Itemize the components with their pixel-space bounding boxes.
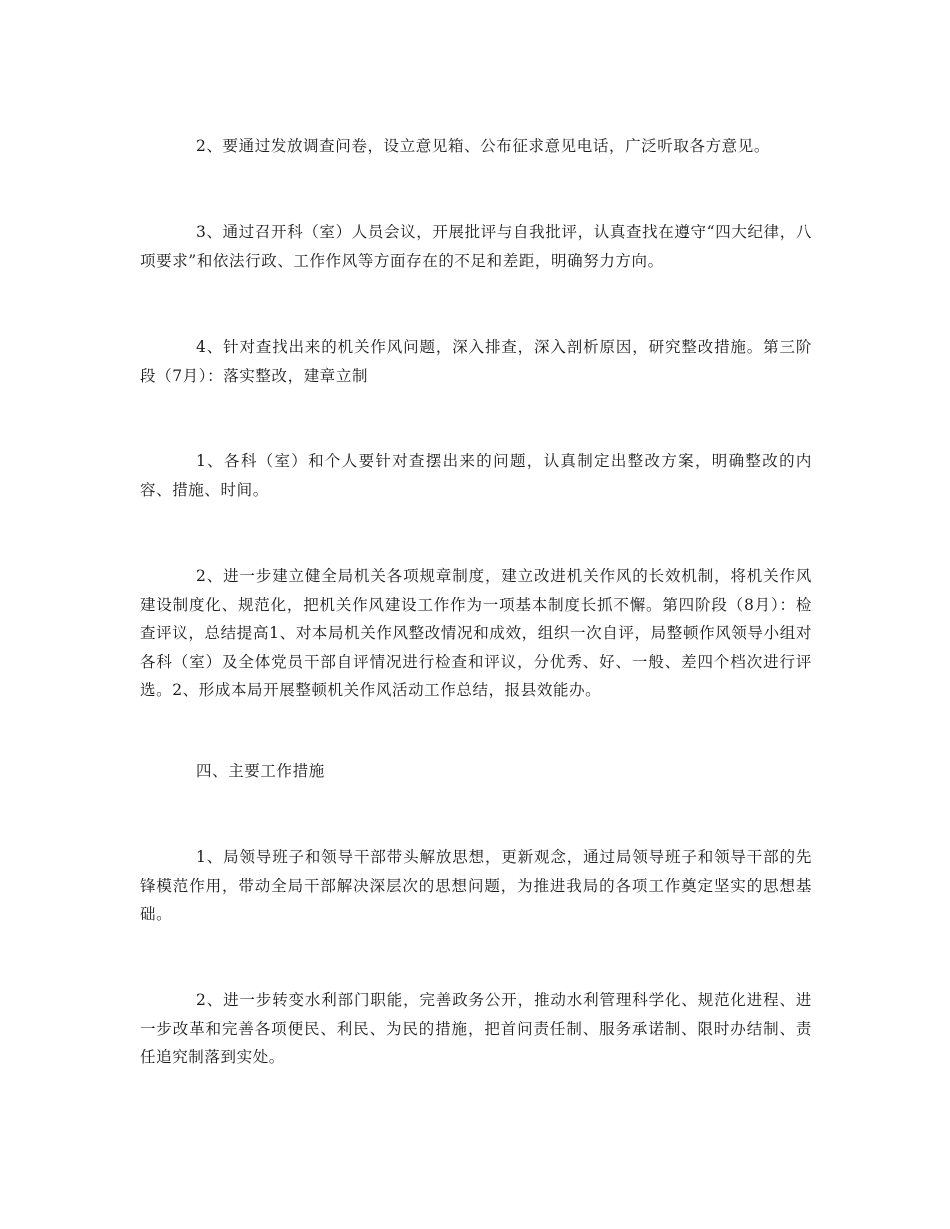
paragraph-investigate: 4、针对查找出来的机关作风问题，深入排查，深入剖析原因，研究整改措施。第三阶段（7月）：落实整改，建章立制 xyxy=(140,338,812,385)
section-heading-measures: 四、主要工作措施 xyxy=(196,762,325,780)
paragraph-leadership: 1、局领导班子和领导干部带头解放思想，更新观念，通过局领导班子和领导干部的先锋模范作用，带动全局干部解决深层次的思想问题，为推进我局的各项工作奠定坚实的思想基础。 xyxy=(140,848,812,923)
paragraph-rectify-plan: 1、各科（室）和个人要针对查摆出来的问题，认真制定出整改方案，明确整改的内容、措施、时间。 xyxy=(140,452,812,499)
paragraph-regulations: 2、进一步建立健全局机关各项规章制度，建立改进机关作风的长效机制，将机关作风建设制度化、规范化，把机关作风建设工作作为一项基本制度长抓不懈。第四阶段（8月）：检查评议，总结提高1、对本局机关作风整改情况和成效，组织一次自评，局整顿作风领导小组对各科（室）及全体党员干部自评情况进行检查和评议，分优秀、好、一般、差四个档次进行评选。2、形成本局开展整顿机关作风活动工作总结，报县效能办。 xyxy=(140,567,812,699)
paragraph-survey: 2、要通过发放调查问卷，设立意见箱、公布征求意见电话，广泛听取各方意见。 xyxy=(196,137,770,155)
paragraph-functions: 2、进一步转变水利部门职能，完善政务公开，推动水利管理科学化、规范化进程、进一步改革和完善各项便民、利民、为民的措施，把首问责任制、服务承诺制、限时办结制、责任追究制落到实处。 xyxy=(140,991,812,1066)
paragraph-meeting: 3、通过召开科（室）人员会议，开展批评与自我批评，认真查找在遵守“四大纪律，八项要求”和依法行政、工作作风等方面存在的不足和差距，明确努力方向。 xyxy=(140,223,812,270)
